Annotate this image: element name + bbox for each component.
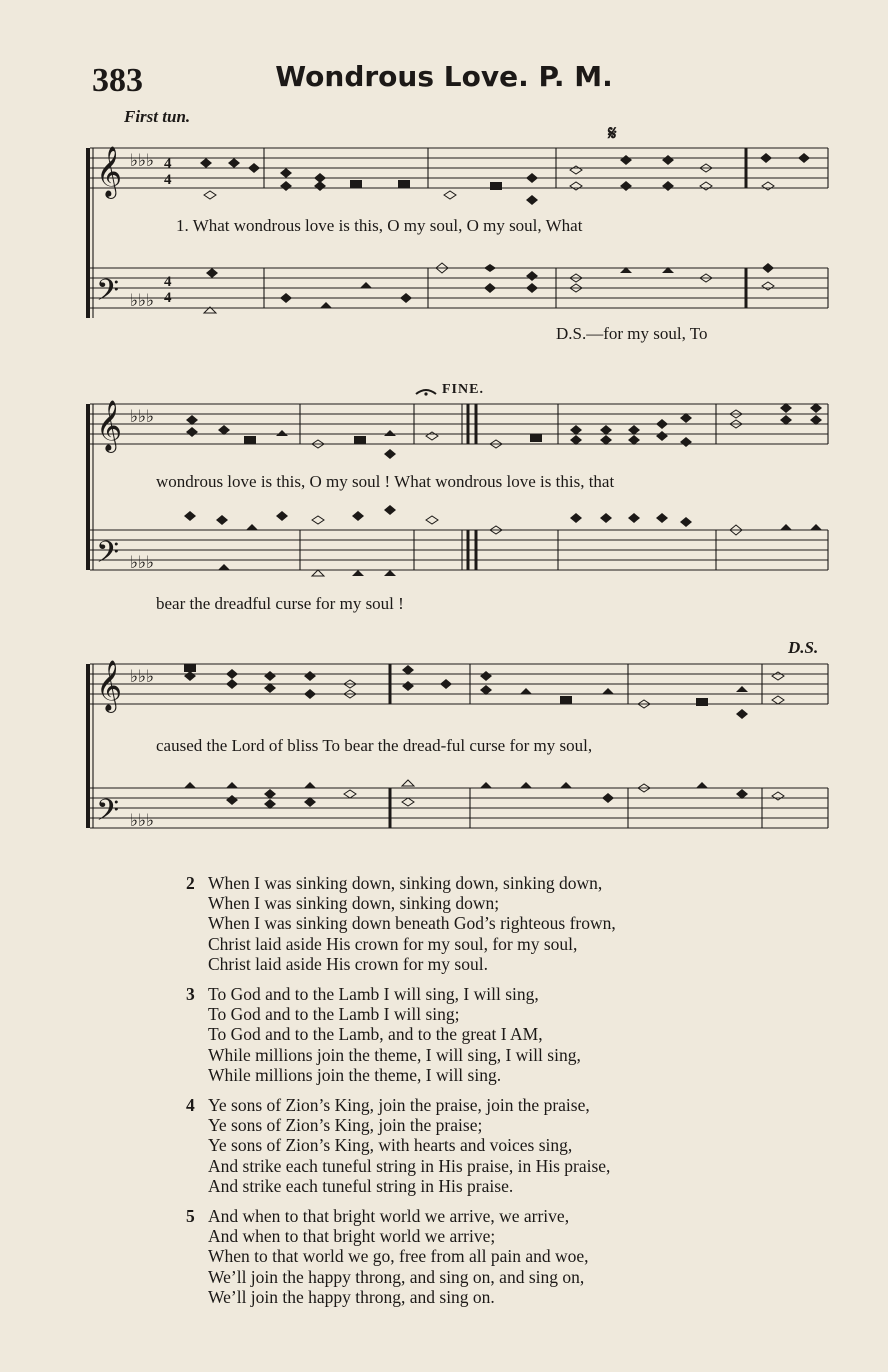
verse-line: We’ll join the happy throng, and sing on.: [208, 1286, 495, 1307]
verse-line: When I was sinking down, sinking down;: [208, 893, 500, 914]
svg-text:♭♭♭: ♭♭♭: [130, 811, 155, 830]
svg-text:♭♭♭: ♭♭♭: [130, 151, 155, 170]
fine-marker: FINE.: [442, 382, 484, 397]
verse-line: To God and to the Lamb, and to the great I AM,: [208, 1024, 543, 1045]
svg-text:♭♭♭: ♭♭♭: [130, 407, 155, 426]
music-system-2: [80, 380, 832, 620]
verse-line: When I was sinking down beneath God’s righteous frown,: [208, 913, 616, 934]
verse-2: [186, 873, 806, 974]
verses: [186, 873, 806, 1317]
verse-line: When to that world we go, free from all pain and woe,: [208, 1246, 589, 1267]
verse-number: 4: [186, 1095, 195, 1116]
verse-line: And when to that bright world we arrive;: [208, 1226, 496, 1247]
verse-line: Christ laid aside His crown for my soul, for my soul,: [208, 933, 578, 954]
verse-line: To God and to the Lamb I will sing;: [208, 1004, 460, 1025]
svg-text:4: 4: [164, 172, 172, 188]
verse-number: 5: [186, 1206, 195, 1227]
ds-marker: D.S.: [788, 638, 819, 657]
verse-line: Ye sons of Zion’s King, join the praise, join the praise,: [208, 1095, 590, 1116]
staff-system-2-graphic: [80, 380, 832, 620]
system-1-lyric-lower: D.S.—for my soul, To: [556, 324, 708, 343]
svg-text:4: 4: [164, 274, 172, 290]
svg-text:𝄢: 𝄢: [96, 536, 120, 577]
verse-5: [186, 1206, 806, 1307]
svg-text:𝄞: 𝄞: [96, 400, 123, 451]
svg-text:4: 4: [164, 290, 172, 306]
music-system-3: [80, 636, 832, 836]
svg-text:𝄢: 𝄢: [96, 794, 120, 835]
verse-line: Christ laid aside His crown for my soul.: [208, 953, 488, 974]
verse-number: 3: [186, 984, 195, 1005]
svg-text:4: 4: [164, 156, 172, 172]
verse-3: [186, 984, 806, 1085]
svg-text:♭♭♭: ♭♭♭: [130, 553, 155, 572]
verse-line: Ye sons of Zion’s King, join the praise;: [208, 1115, 483, 1136]
system-2-lyric-upper: wondrous love is this, O my soul ! What wondrous love is this, that: [156, 472, 615, 491]
verse-4: [186, 1095, 806, 1196]
hymn-title: Wondrous Love. P. M.: [275, 60, 613, 93]
verse-number: 2: [186, 873, 195, 893]
verse-line: While millions join the theme, I will sing, I will sing,: [208, 1044, 581, 1065]
system-3-lyric-upper: caused the Lord of bliss To bear the dread-ful curse for my soul,: [156, 736, 593, 755]
verse-line: And strike each tuneful string in His praise, in His praise,: [208, 1155, 611, 1176]
svg-text:♭♭♭: ♭♭♭: [130, 291, 155, 310]
verse-line: When I was sinking down, sinking down, sinking down,: [208, 873, 603, 893]
verse-line: And when to that bright world we arrive, we arrive,: [208, 1206, 570, 1227]
svg-text:𝄢: 𝄢: [96, 274, 120, 315]
system-1-lyric-upper: 1. What wondrous love is this, O my soul, O my soul, What: [176, 216, 583, 235]
svg-text:𝄞: 𝄞: [96, 146, 123, 197]
verse-line: And strike each tuneful string in His praise.: [208, 1175, 514, 1196]
tune-note: First tun.: [124, 107, 191, 126]
verse-line: While millions join the theme, I will sing.: [208, 1064, 502, 1085]
system-2-lyric-lower: bear the dreadful curse for my soul !: [156, 594, 404, 613]
music-system-1: [80, 118, 832, 348]
svg-text:♭♭♭: ♭♭♭: [130, 667, 155, 686]
svg-text:𝄞: 𝄞: [96, 660, 123, 711]
hymn-number: 383: [92, 62, 143, 99]
svg-text:𝄋: 𝄋: [608, 123, 617, 145]
verse-line: To God and to the Lamb I will sing, I will sing,: [208, 984, 539, 1005]
verse-line: We’ll join the happy throng, and sing on, and sing on,: [208, 1266, 585, 1287]
verse-line: Ye sons of Zion’s King, with hearts and voices sing,: [208, 1135, 573, 1156]
